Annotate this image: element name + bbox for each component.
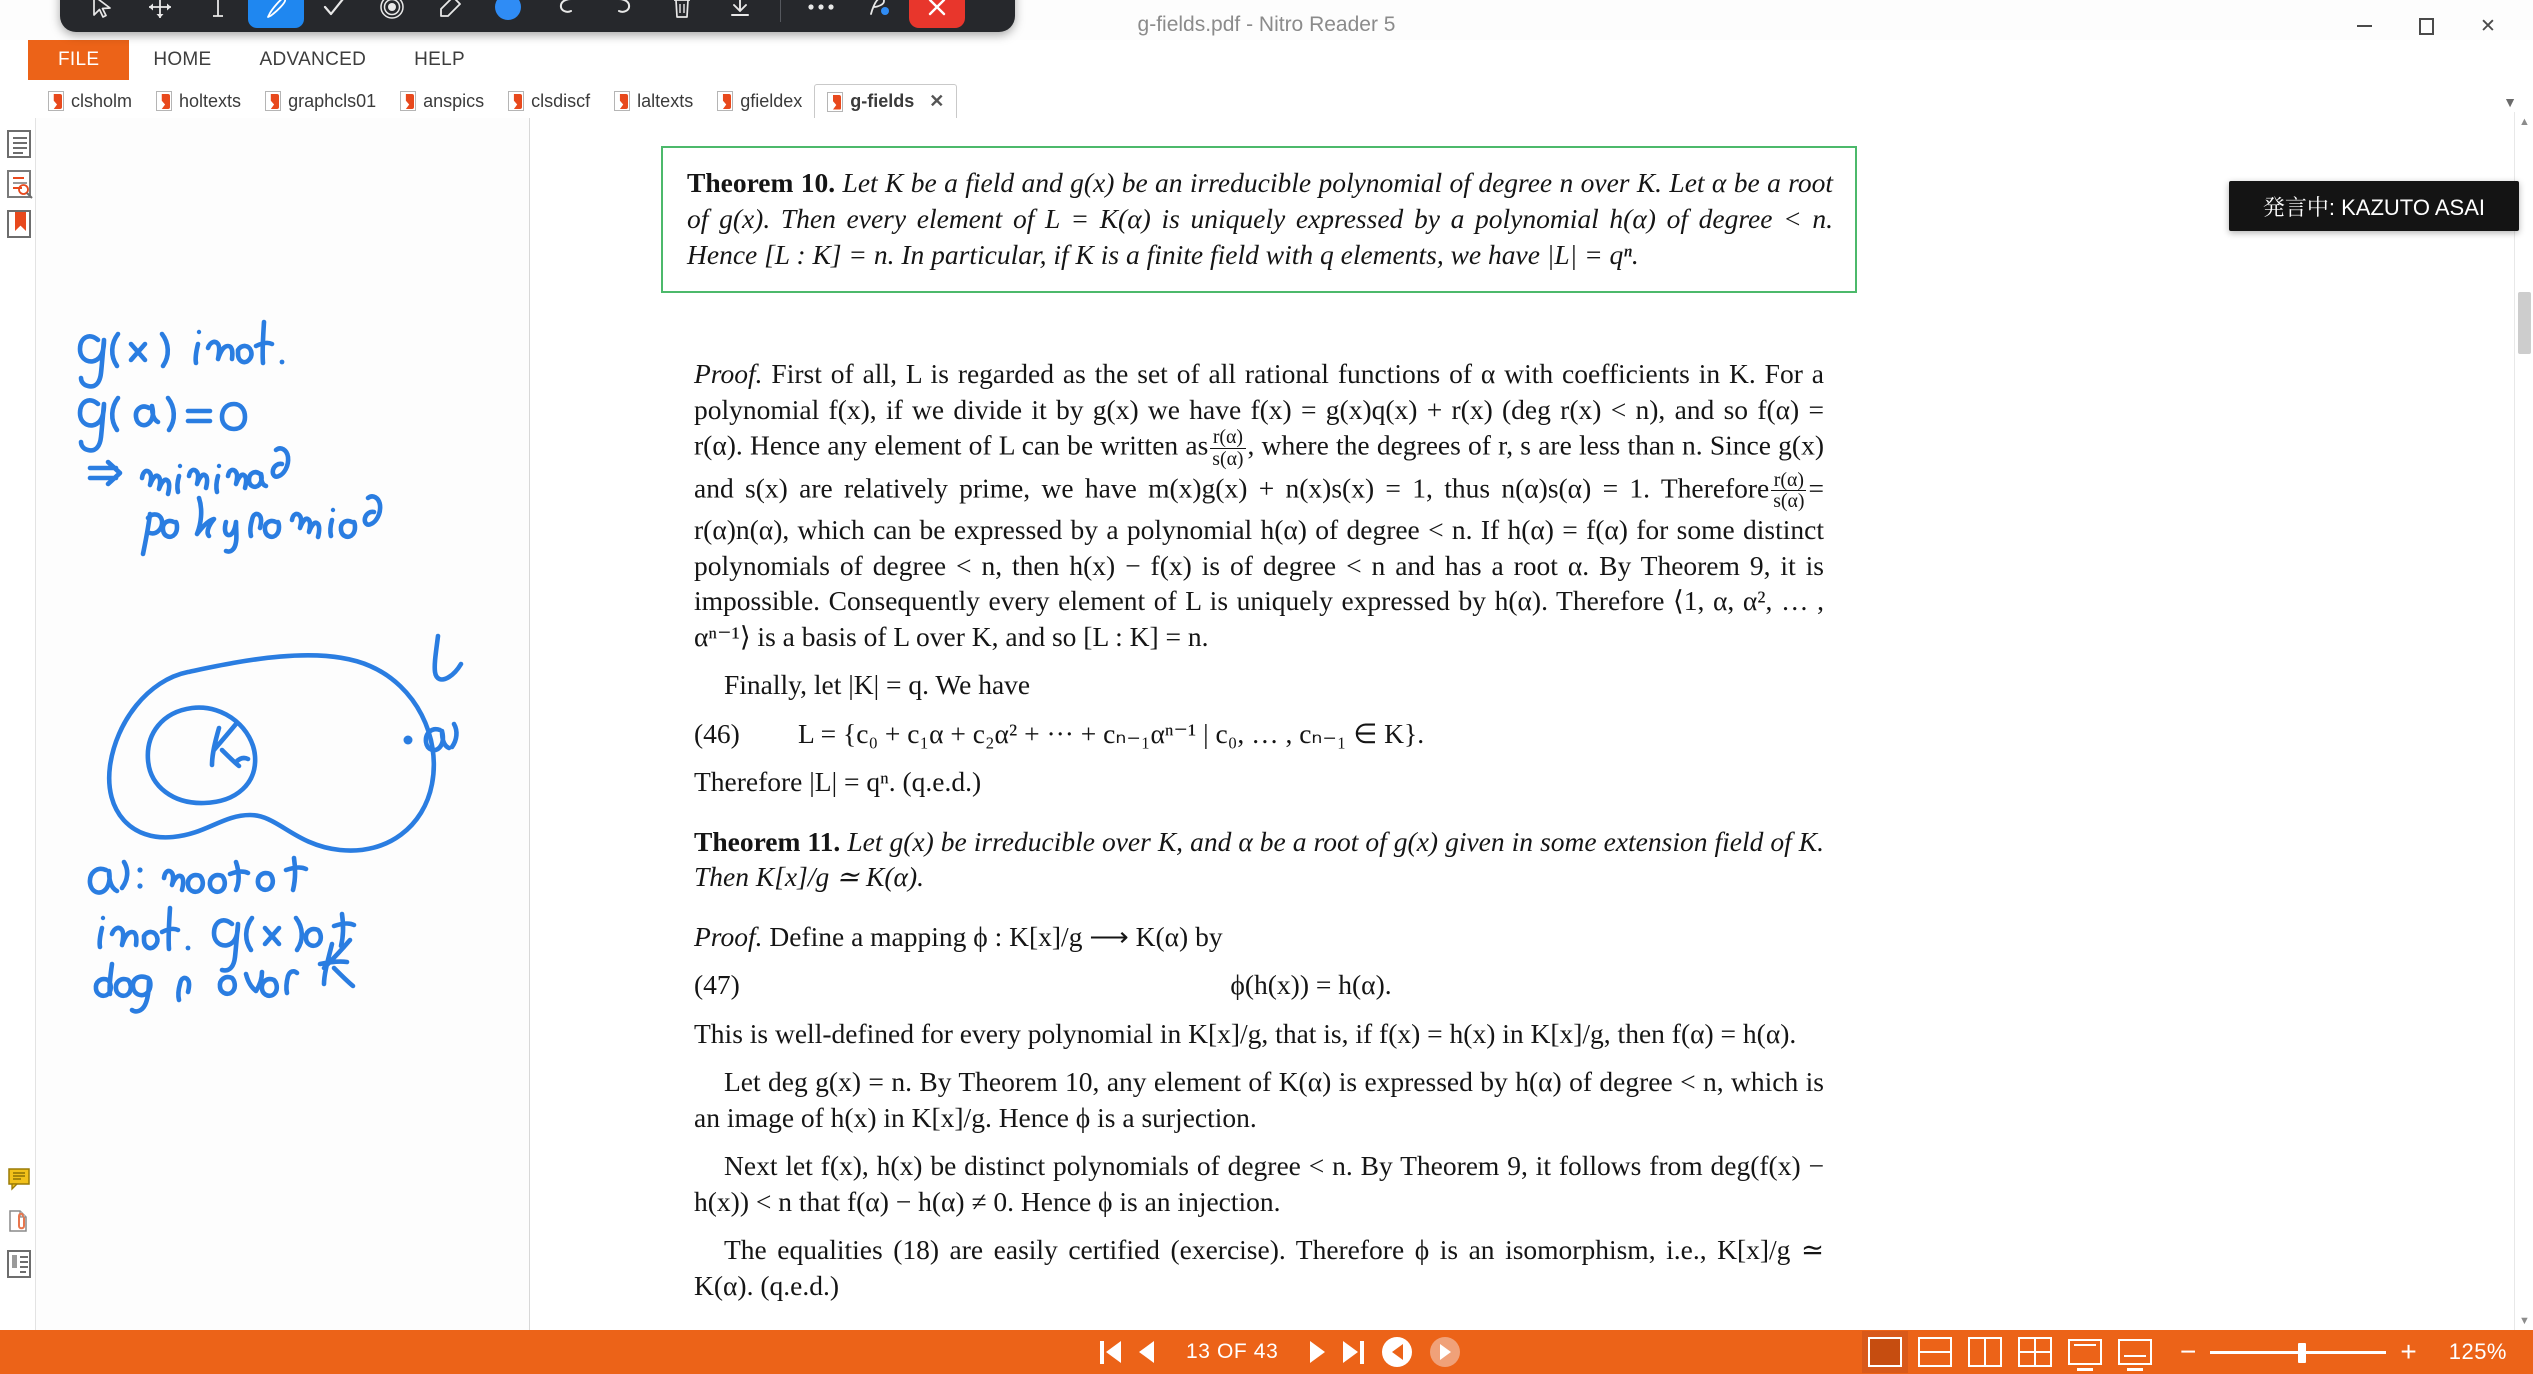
zoom-level-label[interactable]: 125% <box>2448 1339 2507 1364</box>
theorem-10-label: Theorem 10. <box>687 167 836 198</box>
doc-tab-label: holtexts <box>179 90 242 111</box>
pen-icon[interactable] <box>248 0 304 28</box>
pdf-text-flow <box>694 356 1824 1316</box>
close-button[interactable]: ✕ <box>2480 15 2496 37</box>
spotlight-icon[interactable] <box>364 0 420 28</box>
document-viewport[interactable] <box>36 118 2533 1330</box>
proof-1-label: Proof. <box>694 358 763 389</box>
equation-47-body: ϕ(h(x)) = h(α). <box>1230 969 1392 1001</box>
page-right-margin <box>2052 118 2533 1330</box>
doc-tab-label: clsholm <box>71 90 133 111</box>
window-title: g-fields.pdf - Nitro Reader 5 <box>1137 13 1396 36</box>
scrollbar-thumb[interactable] <box>2518 292 2531 354</box>
zoom-slider-thumb[interactable] <box>2298 1343 2306 1363</box>
doc-tab-label: gfieldex <box>740 90 803 111</box>
equation-46-row <box>694 716 1824 752</box>
doc-tab-g-fields[interactable] <box>814 84 957 118</box>
fraction-r-over-s-2 <box>1771 470 1806 513</box>
trash-icon[interactable] <box>654 0 710 28</box>
annotate-icon[interactable] <box>851 0 907 28</box>
reading-view-icon[interactable] <box>2118 1339 2152 1365</box>
page-indicator[interactable]: 13 OF 43 <box>1186 1340 1279 1363</box>
doc-tab-clsdiscf[interactable] <box>496 84 602 118</box>
ribbon-tab-help[interactable]: HELP <box>414 49 465 70</box>
doc-tab-holtexts[interactable] <box>144 84 253 118</box>
color-swatch-icon[interactable] <box>480 0 536 28</box>
attachments-icon[interactable] <box>7 1208 31 1236</box>
search-document-icon[interactable] <box>7 170 31 198</box>
comments-icon[interactable] <box>7 1166 31 1194</box>
doc-tab-anspics[interactable] <box>388 84 496 118</box>
pdf-file-icon <box>717 91 733 111</box>
fraction-numerator: r(α) <box>1771 470 1806 492</box>
equation-46-body: L = {c₀ + c₁α + c₂α² + ··· + cₙ₋₁αⁿ⁻¹ | c₀, … , cₙ₋₁ ∈ K}. <box>798 717 1425 749</box>
proof-1-final-paragraph: Finally, let |K| = q. We have <box>724 669 1031 701</box>
fraction-numerator: r(α) <box>1210 427 1245 449</box>
proof-2-intro-paragraph <box>694 919 1824 955</box>
proof-2-paragraph-3: Next let f(x), h(x) be distinct polynomials of degree < n. By Theorem 9, it follows from deg(f(x) − h(x)) < n that f(α) − h(α) ≠ 0. Hence ϕ is an injection. <box>694 1150 1824 1217</box>
active-speaker-text: 発言中: KAZUTO ASAI <box>2262 194 2485 220</box>
text-cursor-icon[interactable] <box>190 0 246 28</box>
next-view-button[interactable] <box>1430 1337 1460 1367</box>
pdf-file-icon <box>400 91 416 111</box>
scroll-down-arrow-icon[interactable]: ▼ <box>2519 1314 2530 1327</box>
proof-1-part-a: First of all, L is regarded as the set of all rational functions of α with coefficients in K. For a polynomial f(x), if we divide it by g(x) we have f(x) = g(x)q(x) + r(x) (deg r(x) < n), and so f(α) = r(α). Hence any element of L can be written as <box>694 358 1825 461</box>
doc-tab-label: graphcls01 <box>288 90 377 111</box>
ribbon-tab-advanced[interactable]: ADVANCED <box>259 49 367 70</box>
doc-tab-label: g-fields <box>850 91 915 111</box>
zoom-in-button[interactable]: + <box>2400 1336 2417 1367</box>
grid-view-icon[interactable] <box>2018 1337 2052 1367</box>
move-icon[interactable] <box>132 0 188 28</box>
floating-annotation-toolbar <box>60 0 1015 32</box>
pdf-file-icon <box>156 91 172 111</box>
more-icon[interactable] <box>793 0 849 28</box>
equation-47-number: (47) <box>694 969 740 1001</box>
proof-2-intro-text: Define a mapping ϕ : K[x]/g ⟶ K(α) by <box>769 920 1223 952</box>
doc-tab-clsholm[interactable] <box>36 84 144 118</box>
two-row-view-icon[interactable] <box>1918 1337 1952 1367</box>
pdf-file-icon <box>614 91 630 111</box>
layers-icon[interactable] <box>7 1250 31 1278</box>
first-page-button[interactable] <box>1100 1341 1121 1364</box>
fraction-denominator: s(α) <box>1773 490 1805 513</box>
close-icon[interactable] <box>909 0 965 28</box>
theorem-11-text: Let g(x) be irreducible over K, and α be a root of g(x) given in some extension field of K. Then K[x]/g ≃ K(α). <box>694 825 1824 893</box>
chevron-down-icon[interactable]: ▼ <box>2503 94 2517 110</box>
undo-icon[interactable] <box>538 0 594 28</box>
pdf-file-icon <box>265 91 281 111</box>
zoom-controls <box>2180 1338 2507 1366</box>
zoom-slider[interactable] <box>2210 1351 2386 1354</box>
fraction-denominator: s(α) <box>1212 447 1244 470</box>
status-bar <box>0 1330 2533 1374</box>
theorem-10-text: Let K be a field and g(x) be an irreducible polynomial of degree n over K. Let α be a root of g(x). Then every element of L = K(α) is uniquely expressed by a polynomial h(α) of degree < n. Hence [L : K] = n. In particular, if K is a finite field with q elements, we have |L| = qⁿ. <box>687 167 1834 270</box>
after-equation-46-line: Therefore |L| = qⁿ. (q.e.d.) <box>694 766 982 798</box>
proof-2-label: Proof. <box>694 920 763 952</box>
pages-panel-icon[interactable] <box>7 130 31 158</box>
doc-tab-label: laltexts <box>637 90 694 111</box>
proof-1-paragraph <box>694 356 1824 654</box>
doc-tab-close-icon[interactable]: ✕ <box>929 91 945 111</box>
proof-2-paragraph-4: The equalities (18) are easily certified (exercise). Therefore ϕ is an isomorphism, i.e., K[x]/g ≃ K(α). (q.e.d.) <box>694 1234 1824 1301</box>
equation-47-row <box>694 967 1824 1003</box>
pdf-file-icon <box>48 91 64 111</box>
handwriting-ink <box>36 118 530 1330</box>
left-panel-rail <box>0 118 36 1330</box>
doc-tab-label: clsdiscf <box>531 90 591 111</box>
next-page-button[interactable] <box>1310 1341 1325 1363</box>
proof-1-part-c: = r(α)n(α), which can be expressed by a polynomial h(α) of degree < n. If h(α) = f(α) for some distinct polynomials of degree < n, then h(x) − f(x) is of degree < n and has a root α. By Theorem 9, it is impossible. Consequently every element of L is uniquely expressed by h(α). Therefore ⟨1, α, α², … , αⁿ⁻¹⟩ is a basis of L over K, and so [L : K] = n. <box>694 472 1824 652</box>
document-tab-strip <box>0 80 2533 118</box>
theorem-11-label: Theorem 11. <box>694 825 841 857</box>
bookmarks-icon[interactable] <box>7 210 31 238</box>
doc-tab-laltexts[interactable] <box>602 84 705 118</box>
ribbon-tab-home[interactable]: HOME <box>153 49 212 70</box>
eraser-icon[interactable] <box>422 0 478 28</box>
pdf-file-icon <box>827 92 843 112</box>
proof-2-paragraph-2: Let deg g(x) = n. By Theorem 10, any element of K(α) is expressed by h(α) of degree < n, which is an image of h(x) in K[x]/g. Hence ϕ is a surjection. <box>694 1066 1824 1133</box>
check-icon[interactable] <box>306 0 362 28</box>
cursor-arrow-icon[interactable] <box>74 0 130 28</box>
handwriting-annotation-pane[interactable] <box>36 118 530 1330</box>
last-page-button[interactable] <box>1343 1341 1364 1364</box>
pdf-file-icon <box>508 91 524 111</box>
two-column-view-icon[interactable] <box>1968 1337 2002 1367</box>
zoom-out-button[interactable]: − <box>2180 1336 2197 1367</box>
doc-tab-label: anspics <box>423 90 485 111</box>
toolbar-divider <box>780 0 781 22</box>
proof-2-paragraph-1: This is well-defined for every polynomial in K[x]/g, that is, if f(x) = h(x) in K[x]/g, then f(α) = h(α). <box>694 1017 1797 1049</box>
single-page-view-icon[interactable] <box>1868 1337 1902 1367</box>
proof-1-part-b: , where the degrees of r, s are less than n. Since g(x) and s(x) are relatively prime, we have m(x)g(x) + n(x)s(x) = 1, thus n(α)s(α) = 1. Therefore <box>694 429 1824 504</box>
fraction-r-over-s <box>1210 427 1245 470</box>
save-icon[interactable] <box>712 0 768 28</box>
previous-page-button[interactable] <box>1139 1341 1154 1363</box>
active-speaker-toast <box>2229 181 2519 231</box>
doc-tab-graphcls01[interactable] <box>253 84 388 118</box>
page-navigation-group <box>1100 1337 1460 1367</box>
doc-tab-gfieldex[interactable] <box>705 84 814 118</box>
theorem-11-paragraph <box>694 824 1824 895</box>
scroll-up-arrow-icon[interactable]: ▲ <box>2519 115 2530 128</box>
view-mode-and-zoom-group <box>1868 1337 2507 1367</box>
presentation-view-icon[interactable] <box>2068 1339 2102 1365</box>
ribbon-tab-file[interactable]: FILE <box>28 40 129 80</box>
equation-46-number: (46) <box>694 717 740 749</box>
vertical-scrollbar[interactable] <box>2514 112 2533 1330</box>
ribbon-menu-bar <box>0 40 2533 80</box>
pdf-page[interactable] <box>530 118 2052 1330</box>
previous-view-button[interactable] <box>1382 1337 1412 1367</box>
theorem-10-highlight-box[interactable] <box>661 146 1857 293</box>
redo-icon[interactable] <box>596 0 652 28</box>
